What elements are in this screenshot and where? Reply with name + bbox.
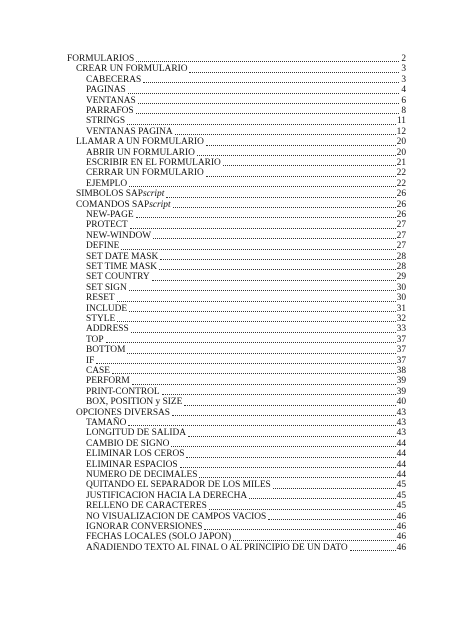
dot-leader — [186, 457, 395, 458]
toc-entry-title: OPCIONES DIVERSAS — [76, 407, 171, 418]
dot-leader — [171, 446, 395, 447]
dot-leader — [180, 467, 396, 468]
toc-page-number: 26 — [396, 189, 406, 200]
toc-page-number: 30 — [396, 293, 406, 304]
dot-leader — [96, 363, 395, 364]
toc-page-number: 46 — [396, 521, 406, 532]
toc-entry[interactable] — [86, 460, 406, 470]
toc-entry-title: PAGINAS — [86, 85, 126, 96]
dot-leader — [162, 394, 396, 395]
toc-entry[interactable] — [86, 116, 406, 126]
dot-leader — [152, 280, 396, 281]
dot-leader — [129, 311, 395, 312]
toc-entry-title-italic: script — [142, 189, 165, 200]
toc-entry-title: SIMBOLOS SAPscript — [76, 189, 165, 200]
toc-entry[interactable] — [86, 324, 406, 334]
toc-entry-title: EJEMPLO — [86, 178, 128, 189]
toc-entry[interactable] — [86, 210, 406, 220]
dot-leader — [117, 321, 395, 322]
dot-leader — [153, 238, 396, 239]
toc-entry-title: SET DATE MASK — [86, 251, 159, 262]
toc-page-number: 30 — [396, 282, 406, 293]
toc-entry-title: NO VISUALIZACION DE CAMPOS VACIOS — [86, 511, 267, 522]
toc-entry-title: IGNORAR CONVERSIONES — [86, 521, 203, 532]
toc-entry-title: CASE — [86, 365, 110, 376]
toc-page-number: 3 — [401, 64, 406, 75]
dot-leader — [127, 124, 396, 125]
toc-entry-title: NEW-PAGE — [86, 209, 134, 220]
toc-page-number: 37 — [396, 355, 406, 366]
toc-entry-title: ABRIR UN FORMULARIO — [86, 147, 195, 158]
toc-entry[interactable] — [86, 356, 406, 366]
toc-entry[interactable] — [86, 127, 406, 137]
toc-entry[interactable] — [86, 96, 406, 106]
dot-leader — [172, 415, 396, 416]
toc-entry[interactable] — [86, 491, 406, 501]
dot-leader — [136, 217, 396, 218]
dot-leader — [136, 113, 399, 114]
dot-leader — [197, 155, 396, 156]
toc-entry[interactable] — [86, 366, 406, 376]
dot-leader — [233, 540, 396, 541]
toc-entry[interactable] — [67, 54, 406, 64]
toc-page-number: 20 — [396, 137, 406, 148]
toc-entry[interactable] — [86, 439, 406, 449]
toc-entry-title-italic: script — [149, 199, 171, 210]
dot-leader — [136, 61, 399, 62]
toc-entry[interactable] — [86, 106, 406, 116]
toc-entry[interactable] — [86, 179, 406, 189]
dot-leader — [173, 207, 396, 208]
toc-entry[interactable] — [86, 158, 406, 168]
dot-leader — [223, 165, 396, 166]
toc-entry[interactable] — [86, 241, 406, 251]
dot-leader — [129, 290, 396, 291]
dot-leader — [350, 550, 396, 551]
toc-entry-title: PERFORM — [86, 376, 130, 387]
toc-entry[interactable] — [86, 532, 406, 542]
toc-page-number: 45 — [396, 480, 406, 491]
toc-entry-title: SET SIGN — [86, 282, 127, 293]
dot-leader — [160, 259, 395, 260]
toc-entry[interactable] — [86, 252, 406, 262]
toc-entry[interactable] — [86, 397, 406, 407]
toc-entry[interactable] — [86, 376, 406, 386]
toc-entry-title: ELIMINAR LOS CEROS — [86, 449, 185, 460]
toc-entry[interactable] — [86, 148, 406, 158]
toc-page-number: 27 — [396, 241, 406, 252]
toc-page-number: 28 — [396, 261, 406, 272]
dot-leader — [273, 488, 396, 489]
toc-page-number: 28 — [396, 251, 406, 262]
toc-page-number: 43 — [396, 417, 406, 428]
toc-entry[interactable] — [76, 200, 406, 210]
toc-page-number: 26 — [396, 209, 406, 220]
toc-entry-title: FORMULARIOS — [67, 53, 135, 64]
dot-leader — [209, 509, 396, 510]
dot-leader — [128, 93, 399, 94]
toc-entry-title: ADDRESS — [86, 324, 129, 335]
toc-page-number: 4 — [401, 85, 406, 96]
toc-page-number: 37 — [396, 334, 406, 345]
toc-page-number: 2 — [401, 53, 406, 64]
toc-page-number: 46 — [396, 532, 406, 543]
toc-page-number: 46 — [396, 542, 406, 553]
toc-page-number: 40 — [396, 397, 406, 408]
toc-page-number: 44 — [396, 459, 406, 470]
toc-entry-title: BOX, POSITION y SIZE — [86, 397, 183, 408]
toc-entry[interactable] — [86, 449, 406, 459]
toc-page-number: 43 — [396, 428, 406, 439]
toc-entry-title: TAMAÑO — [86, 417, 127, 428]
toc-entry[interactable] — [76, 189, 406, 199]
toc-entry[interactable] — [86, 168, 406, 178]
toc-entry-title: JUSTIFICACION HACIA LA DERECHA — [86, 490, 248, 501]
toc-page-number: 20 — [396, 147, 406, 158]
toc-entry-title: STRINGS — [86, 116, 126, 127]
dot-leader — [143, 82, 399, 83]
toc-entry-title: LLAMAR A UN FORMULARIO — [76, 137, 204, 148]
dot-leader — [131, 332, 396, 333]
toc-page-number: 22 — [396, 178, 406, 189]
toc-page-number: 45 — [396, 501, 406, 512]
toc-entry[interactable] — [76, 137, 406, 147]
dot-leader — [127, 353, 395, 354]
toc-entry-title: CAMBIO DE SIGNO — [86, 438, 170, 449]
toc-entry-title: TOP — [86, 334, 104, 345]
toc-entry[interactable] — [86, 543, 406, 553]
toc-page-number: 32 — [396, 313, 406, 324]
toc-page-number: 33 — [396, 324, 406, 335]
toc-entry[interactable] — [86, 272, 406, 282]
dot-leader — [206, 145, 396, 146]
toc-page-number: 26 — [396, 199, 406, 210]
toc-entry[interactable] — [86, 262, 406, 272]
toc-entry[interactable] — [86, 501, 406, 511]
toc-entry[interactable] — [86, 335, 406, 345]
toc-entry-title: SET TIME MASK — [86, 261, 158, 272]
dot-leader — [189, 72, 399, 73]
toc-entry[interactable] — [86, 75, 406, 85]
dot-leader — [206, 176, 396, 177]
toc-entry-title: AÑADIENDO TEXTO AL FINAL O AL PRINCIPIO DE UN DATO — [86, 542, 348, 553]
dot-leader — [204, 529, 395, 530]
toc-entry[interactable] — [86, 387, 406, 397]
toc-page-number: 8 — [401, 105, 406, 116]
toc-page-number: 31 — [396, 303, 406, 314]
toc-entry-title: CREAR UN FORMULARIO — [76, 64, 188, 75]
toc-entry[interactable] — [86, 512, 406, 522]
toc-page-number: 21 — [396, 157, 406, 168]
dot-leader — [117, 301, 396, 302]
toc-page-number: 37 — [396, 345, 406, 356]
toc-entry-title: BOTTOM — [86, 345, 126, 356]
toc-entry-title: VENTANAS PAGINA — [86, 126, 173, 137]
dot-leader — [166, 197, 395, 198]
toc-entry-title: NUMERO DE DECIMALES — [86, 469, 198, 480]
toc-entry-title: VENTANAS — [86, 95, 136, 106]
toc-entry[interactable] — [86, 85, 406, 95]
toc-entry[interactable] — [86, 304, 406, 314]
dot-leader — [175, 134, 396, 135]
dot-leader — [159, 269, 396, 270]
toc-page-number: 44 — [396, 449, 406, 460]
dot-leader — [268, 519, 395, 520]
toc-entry-title: ELIMINAR ESPACIOS — [86, 459, 178, 470]
toc-page-number: 11 — [396, 116, 406, 127]
toc-page-number: 27 — [396, 230, 406, 241]
toc-entry[interactable] — [86, 522, 406, 532]
toc-entry-title: RELLENO DE CARACTERES — [86, 501, 207, 512]
toc-page-number: 38 — [396, 365, 406, 376]
toc-entry-title: PROTECT — [86, 220, 128, 231]
toc-page-number: 27 — [396, 220, 406, 231]
toc-page-number: 45 — [396, 490, 406, 501]
toc-page-number: 43 — [396, 407, 406, 418]
toc-entry[interactable] — [86, 314, 406, 324]
toc-page-number: 46 — [396, 511, 406, 522]
toc-entry[interactable] — [76, 408, 406, 418]
toc-entry-title: COMANDOS SAPscript — [76, 199, 171, 210]
dot-leader — [138, 103, 399, 104]
toc-entry-title: SET COUNTRY — [86, 272, 150, 283]
dot-leader — [106, 342, 396, 343]
toc-page-number: 29 — [396, 272, 406, 283]
toc-entry-title: PARRAFOS — [86, 105, 134, 116]
toc-entry[interactable] — [86, 293, 406, 303]
toc-entry[interactable] — [86, 418, 406, 428]
toc-page-number: 44 — [396, 438, 406, 449]
toc-entry-title: CABECERAS — [86, 74, 142, 85]
dot-leader — [184, 405, 395, 406]
dot-leader — [199, 477, 395, 478]
toc-entry[interactable] — [86, 480, 406, 490]
toc-page-number: 39 — [396, 386, 406, 397]
toc-entry-title: CERRAR UN FORMULARIO — [86, 168, 204, 179]
dot-leader — [121, 249, 395, 250]
dot-leader — [129, 186, 395, 187]
toc-entry-title: STYLE — [86, 313, 116, 324]
toc-entry[interactable] — [86, 283, 406, 293]
toc-page-number: 3 — [401, 74, 406, 85]
toc-entry-title: NEW-WINDOW — [86, 230, 152, 241]
toc-entry-title: LONGITUD DE SALIDA — [86, 428, 186, 439]
toc-entry-title: IF — [86, 355, 95, 366]
toc-entry[interactable] — [86, 345, 406, 355]
dot-leader — [188, 436, 396, 437]
toc-entry[interactable] — [76, 64, 406, 74]
toc-entry-title: INCLUDE — [86, 303, 128, 314]
toc-entry-title: ESCRIBIR EN EL FORMULARIO — [86, 157, 221, 168]
dot-leader — [128, 425, 395, 426]
toc-page-number: 39 — [396, 376, 406, 387]
toc-entry[interactable] — [86, 428, 406, 438]
dot-leader — [132, 384, 396, 385]
toc-entry[interactable] — [86, 470, 406, 480]
toc-entry-title: FECHAS LOCALES (SOLO JAPON) — [86, 532, 232, 543]
toc-page-number: 44 — [396, 469, 406, 480]
toc-entry[interactable] — [86, 231, 406, 241]
dot-leader — [249, 498, 395, 499]
dot-leader — [112, 373, 396, 374]
toc-page-number: 22 — [396, 168, 406, 179]
toc-entry[interactable] — [86, 220, 406, 230]
toc-entry-title: QUITANDO EL SEPARADOR DE LOS MILES — [86, 480, 271, 491]
toc-page-number: 6 — [401, 95, 406, 106]
toc-page-number: 12 — [396, 126, 406, 137]
toc-entry-title: PRINT-CONTROL — [86, 386, 160, 397]
toc-entry-title: DEFINE — [86, 241, 120, 252]
toc-entry-title: RESET — [86, 293, 115, 304]
dot-leader — [130, 228, 396, 229]
